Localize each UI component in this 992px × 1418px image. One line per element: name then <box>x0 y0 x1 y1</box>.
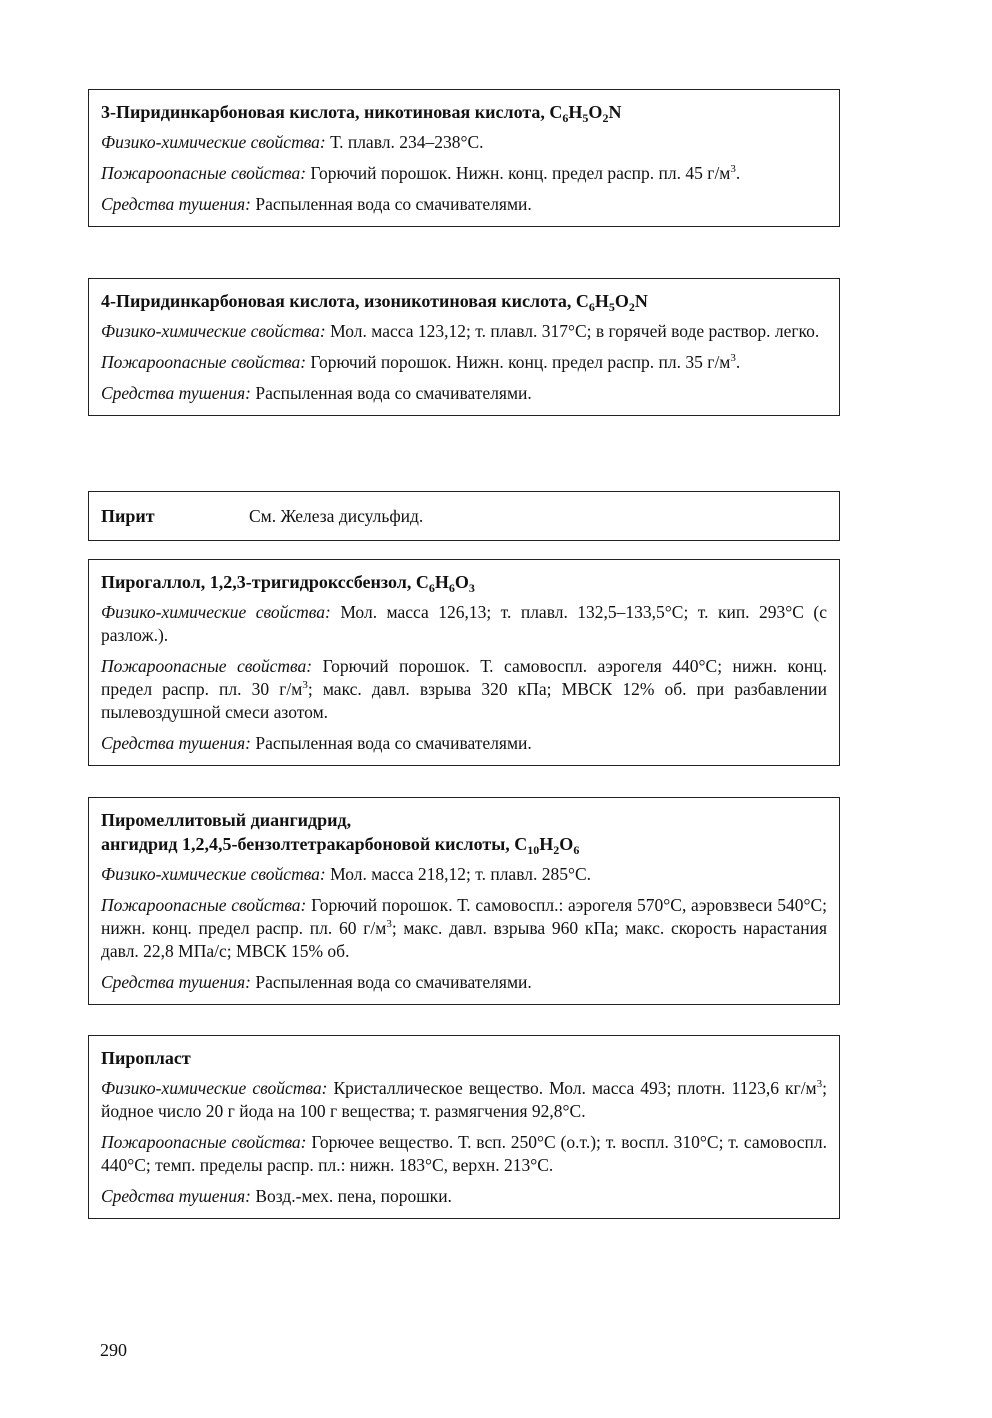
pyrite-row <box>101 503 827 529</box>
physchem-properties: Физико-химические свойства: Мол. масса 218,12; т. плавл. 285°С. <box>101 864 591 884</box>
entry-nicotinic-acid <box>88 89 840 227</box>
extinguishing-agents: Средства тушения: Возд.-мех. пена, порошки. <box>101 1186 452 1206</box>
entry-title: 3-Пиридинкарбоновая кислота, никотиновая кислота, $C_6H_5O_2N$ <box>101 102 622 125</box>
extinguishing-agents: Средства тушения: Распыленная вода со смачивателями. <box>101 383 532 403</box>
entry-title: Пирогаллол, 1,2,3-тригидроксcбензол, $C_6H_6O_3$ <box>101 572 475 595</box>
entry-title: Пирит <box>101 506 155 526</box>
entry-isonicotinic-acid <box>88 278 840 416</box>
physchem-properties: Физико-химические свойства: Т. плавл. 234–238°С. <box>101 132 484 152</box>
physchem-properties: Физико-химические свойства: Мол. масса 126,13; т. плавл. 132,5–133,5°С; т. кип. 293°С (с разлож.). <box>101 602 827 645</box>
fire-properties: Пожароопасные свойства: Горючий порошок. Нижн. конц. предел распр. пл. 35 $г/м^3$. <box>101 352 741 372</box>
entry-pyrite <box>88 491 840 541</box>
entry-pyroplast <box>88 1035 840 1219</box>
cross-reference: См. Железа дисульфид. <box>249 506 424 526</box>
entry-pyrogallol <box>88 559 840 766</box>
entry-title: Пиромеллитовый диангидрид, ангидрид 1,2,4,5-бензолтетракарбоновой кислоты, $C_{10}H_2O_6$ <box>101 810 580 857</box>
extinguishing-agents: Средства тушения: Распыленная вода со смачивателями. <box>101 733 532 753</box>
physchem-properties: Физико-химические свойства: Мол. масса 123,12; т. плавл. 317°С; в горячей воде раствор. легко. <box>101 321 820 341</box>
entry-title: 4-Пиридинкарбоновая кислота, изоникотиновая кислота, $C_6H_5O_2N$ <box>101 291 648 314</box>
page-number: 290 <box>100 1340 127 1360</box>
extinguishing-agents: Средства тушения: Распыленная вода со смачивателями. <box>101 194 532 214</box>
entry-pyromellitic-dianhydride <box>88 797 840 1005</box>
fire-properties: Пожароопасные свойства: Горючий порошок. Т. самовоспл. аэрогеля 440°С; нижн. конц. предел распр. пл. 30 $г/м^3$; макс. давл. взрыва 320 кПа; МВСК 12% об. при разбавлении пылевоздушной смеси азотом. <box>101 656 828 722</box>
fire-properties: Пожароопасные свойства: Горючее вещество. Т. всп. 250°С (о.т.); т. воспл. 310°С; т. самовоспл. 440°С; темп. пределы распр. пл.: нижн. 183°С, верхн. 213°С. <box>101 1132 827 1175</box>
extinguishing-agents: Средства тушения: Распыленная вода со смачивателями. <box>101 972 532 992</box>
fire-properties: Пожароопасные свойства: Горючий порошок. Нижн. конц. предел распр. пл. 45 $г/м^3$. <box>101 163 741 183</box>
entry-title: Пиропласт <box>101 1048 191 1068</box>
fire-properties: Пожароопасные свойства: Горючий порошок. Т. самовоспл.: аэрогеля 570°С, аэровзвеси 540°С; нижн. конц. предел распр. пл. 60 $г/м^3$; макс. давл. взрыва 960 кПа; макс. скорость нарастания давл. 22,8 МПа/с; МВСК 15% об. <box>101 895 828 961</box>
physchem-properties: Физико-химические свойства: Кристаллическое вещество. Мол. масса 493; плотн. 1123,6 $кг/м^3$; йодное число 20 г йода на 100 г вещества; т. размягчения 92,8°С. <box>101 1078 828 1121</box>
